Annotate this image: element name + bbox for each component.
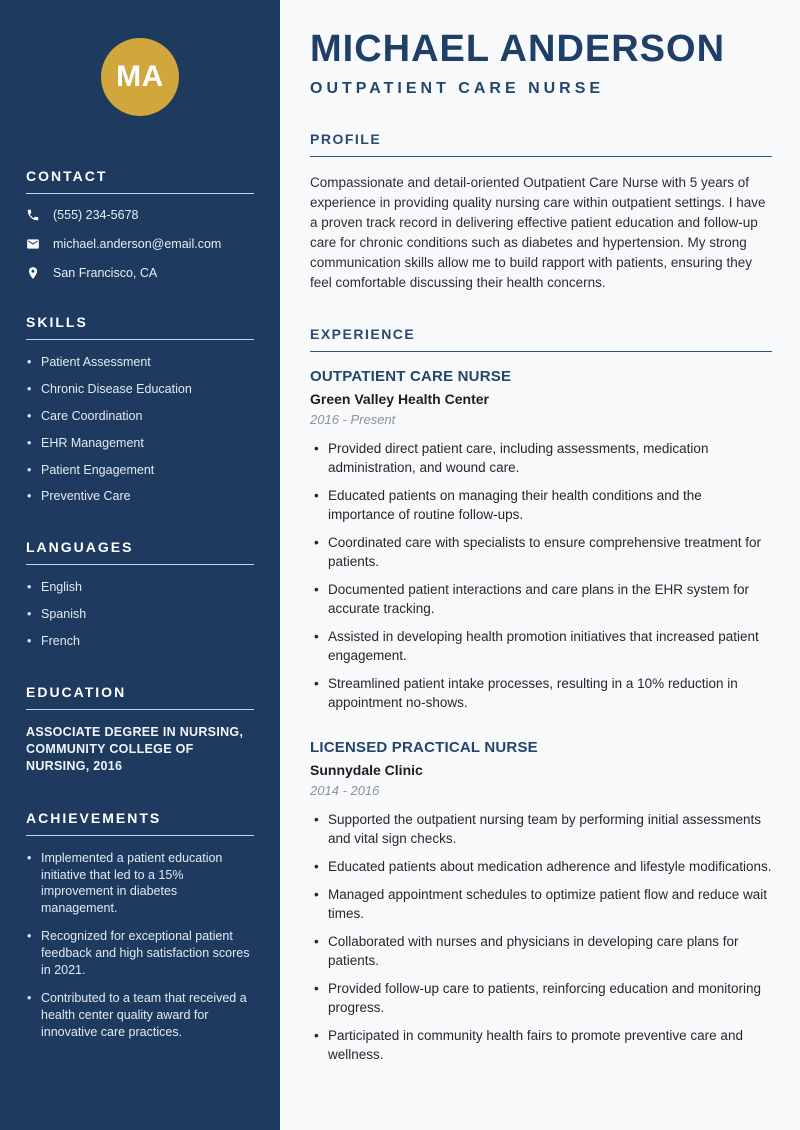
skill-item: • Preventive Care	[26, 488, 254, 505]
sidebar	[0, 0, 280, 1130]
experience-section	[310, 326, 772, 1064]
contact-row-phone	[26, 208, 254, 222]
skills-heading: SKILLS	[26, 314, 88, 330]
contact-heading: CONTACT	[26, 168, 108, 184]
section-divider	[26, 193, 254, 194]
job-bullet-list	[310, 810, 772, 1064]
skill-item: • Chronic Disease Education	[26, 381, 254, 398]
achievement-item: • Implemented a patient education initiative that led to a 15% improvement in diabetes management.	[26, 850, 254, 918]
achievements-section	[26, 810, 254, 1041]
section-divider	[26, 339, 254, 340]
achievements-list	[26, 850, 254, 1041]
skill-item: • EHR Management	[26, 435, 254, 452]
resume-main	[280, 0, 800, 1130]
job-title: LICENSED PRACTICAL NURSE	[310, 739, 538, 756]
job-bullet: • Educated patients on managing their health conditions and the importance of routine follow-ups.	[310, 486, 772, 524]
job-bullet: • Participated in community health fairs to promote preventive care and wellness.	[310, 1026, 772, 1064]
skill-item: • Patient Assessment	[26, 354, 254, 371]
job-bullet-list	[310, 439, 772, 712]
job-dates: 2014 - 2016	[310, 783, 380, 798]
job-bullet: • Collaborated with nurses and physicians in developing care plans for patients.	[310, 932, 772, 970]
location-icon	[26, 266, 40, 280]
experience-entry	[310, 368, 772, 712]
language-item: • French	[26, 633, 254, 650]
job-bullet: • Provided follow-up care to patients, reinforcing education and monitoring progress.	[310, 979, 772, 1017]
job-bullet: • Provided direct patient care, including assessments, medication administration, and wound care.	[310, 439, 772, 477]
email-value: michael.anderson@email.com	[53, 237, 222, 251]
candidate-name: MICHAEL ANDERSON	[310, 28, 726, 70]
profile-section	[310, 131, 772, 293]
avatar-container	[26, 38, 254, 116]
job-bullet: • Assisted in developing health promotion initiatives that increased patient engagement.	[310, 627, 772, 665]
job-bullet: • Supported the outpatient nursing team by performing initial assessments and vital sign checks.	[310, 810, 772, 848]
skills-list	[26, 354, 254, 505]
contact-section	[26, 168, 254, 280]
skills-section	[26, 314, 254, 505]
achievement-item: • Contributed to a team that received a health center quality award for innovative care practices.	[26, 990, 254, 1041]
job-bullet: • Documented patient interactions and care plans in the EHR system for accurate tracking.	[310, 580, 772, 618]
phone-value: (555) 234-5678	[53, 208, 139, 222]
section-divider	[310, 351, 772, 352]
languages-section	[26, 539, 254, 650]
section-divider	[26, 564, 254, 565]
experience-heading: EXPERIENCE	[310, 326, 416, 342]
section-divider	[310, 156, 772, 157]
avatar: MA	[101, 38, 179, 116]
language-item: • Spanish	[26, 606, 254, 623]
contact-row-location	[26, 266, 254, 280]
education-degree: ASSOCIATE DEGREE IN NURSING, COMMUNITY COLLEGE OF NURSING, 2016	[26, 724, 244, 774]
skill-item: • Care Coordination	[26, 408, 254, 425]
job-bullet: • Managed appointment schedules to optimize patient flow and reduce wait times.	[310, 885, 772, 923]
profile-heading: PROFILE	[310, 131, 382, 147]
candidate-title: OUTPATIENT CARE NURSE	[310, 80, 605, 97]
job-title: OUTPATIENT CARE NURSE	[310, 368, 512, 385]
phone-icon	[26, 208, 40, 222]
achievements-heading: ACHIEVEMENTS	[26, 809, 162, 826]
education-heading: EDUCATION	[26, 683, 127, 700]
section-divider	[26, 709, 254, 710]
job-company: Sunnydale Clinic	[310, 762, 423, 778]
section-divider	[26, 835, 254, 836]
job-bullet: • Streamlined patient intake processes, resulting in a 10% reduction in appointment no-shows.	[310, 674, 772, 712]
experience-entry	[310, 739, 772, 1064]
job-bullet: • Coordinated care with specialists to ensure comprehensive treatment for patients.	[310, 533, 772, 571]
location-value: San Francisco, CA	[53, 266, 158, 280]
job-company: Green Valley Health Center	[310, 391, 489, 407]
education-section	[26, 684, 254, 776]
email-icon	[26, 237, 40, 251]
profile-text: Compassionate and detail-oriented Outpatient Care Nurse with 5 years of experience in providing quality nursing care within outpatient settings. I have a proven track record in delivering effective patient education and follow-up care for chronic conditions such as diabetes and hypertension. My strong communication skills allow me to build rapport with patients, ensuring they feel comfortable discussing their health concerns.	[310, 175, 766, 290]
languages-heading: LANGUAGES	[26, 539, 134, 556]
job-dates: 2016 - Present	[310, 412, 396, 427]
job-bullet: • Educated patients about medication adherence and lifestyle modifications.	[310, 857, 772, 876]
languages-list	[26, 579, 254, 650]
achievement-item: • Recognized for exceptional patient feedback and high satisfaction scores in 2021.	[26, 928, 254, 979]
skill-item: • Patient Engagement	[26, 462, 254, 479]
contact-row-email	[26, 237, 254, 251]
language-item: • English	[26, 579, 254, 596]
